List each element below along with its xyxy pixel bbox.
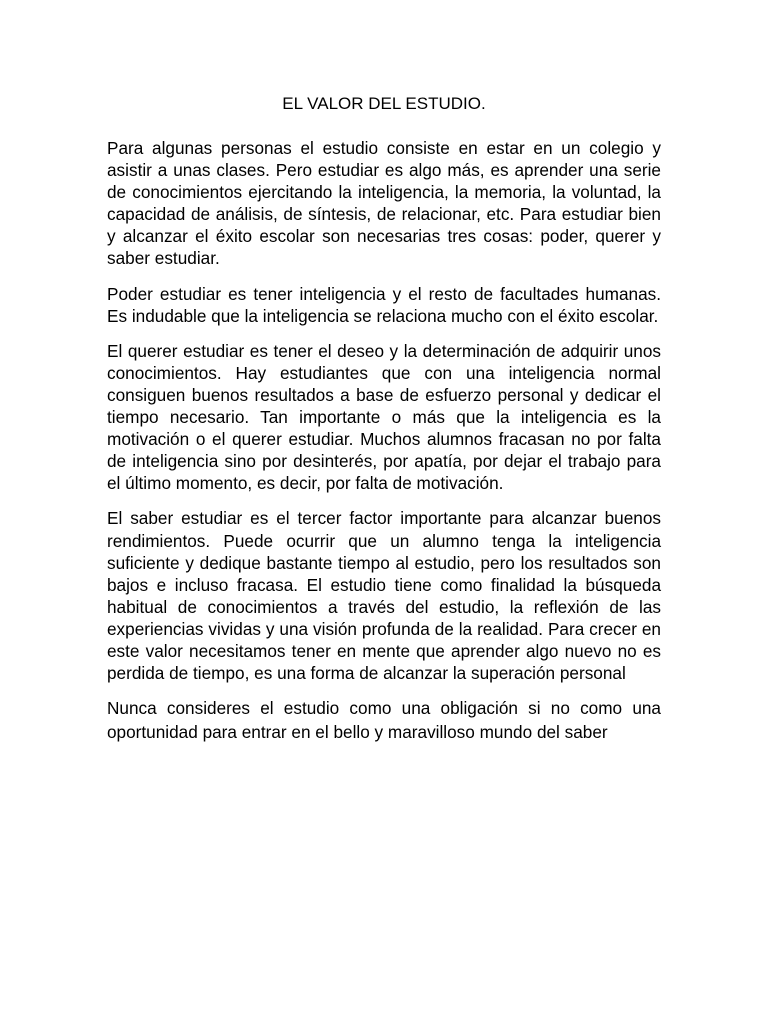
paragraph-querer: El querer estudiar es tener el deseo y la determinación de adquirir unos conocimientos. Hay estudiantes que con una inteligencia normal consiguen buenos resultados a base de esfuerzo personal y dedicar el tiempo necesario. Tan importante o más que la inteligencia es la motivación o el querer estudiar. Muchos alumnos fracasan no por falta de inteligencia sino por desinterés, por apatía, por dejar el trabajo para el último momento, es decir, por falta de motivación.	[107, 340, 661, 494]
paragraph-saber: El saber estudiar es el tercer factor importante para alcanzar buenos rendimientos. Puede ocurrir que un alumno tenga la inteligencia suficiente y dedique bastante tiempo al estudio, pero los resultados son bajos e incluso fracasa. El estudio tiene como finalidad la búsqueda habitual de conocimientos a través del estudio, la reflexión de las experiencias vividas y una visión profunda de la realidad. Para crecer en este valor necesitamos tener en mente que aprender algo nuevo no es perdida de tiempo, es una forma de alcanzar la superación personal	[107, 508, 661, 684]
paragraph-poder: Poder estudiar es tener inteligencia y el resto de facultades humanas. Es indudable que la inteligencia se relaciona mucho con el éxito escolar.	[107, 283, 661, 326]
paragraph-conclusion: Nunca consideres el estudio como una obligación si no como una oportunidad para entrar en el bello y maravilloso mundo del saber	[107, 698, 661, 742]
document-title: EL VALOR DEL ESTUDIO.	[282, 94, 486, 113]
document-body	[107, 137, 661, 757]
paragraph-intro: Para algunas personas el estudio consiste en estar en un colegio y asistir a unas clases. Pero estudiar es algo más, es aprender una serie de conocimientos ejercitando la inteligencia, la memoria, la voluntad, la capacidad de análisis, de síntesis, de relacionar, etc. Para estudiar bien y alcanzar el éxito escolar son necesarias tres cosas: poder, querer y saber estudiar.	[107, 138, 661, 269]
